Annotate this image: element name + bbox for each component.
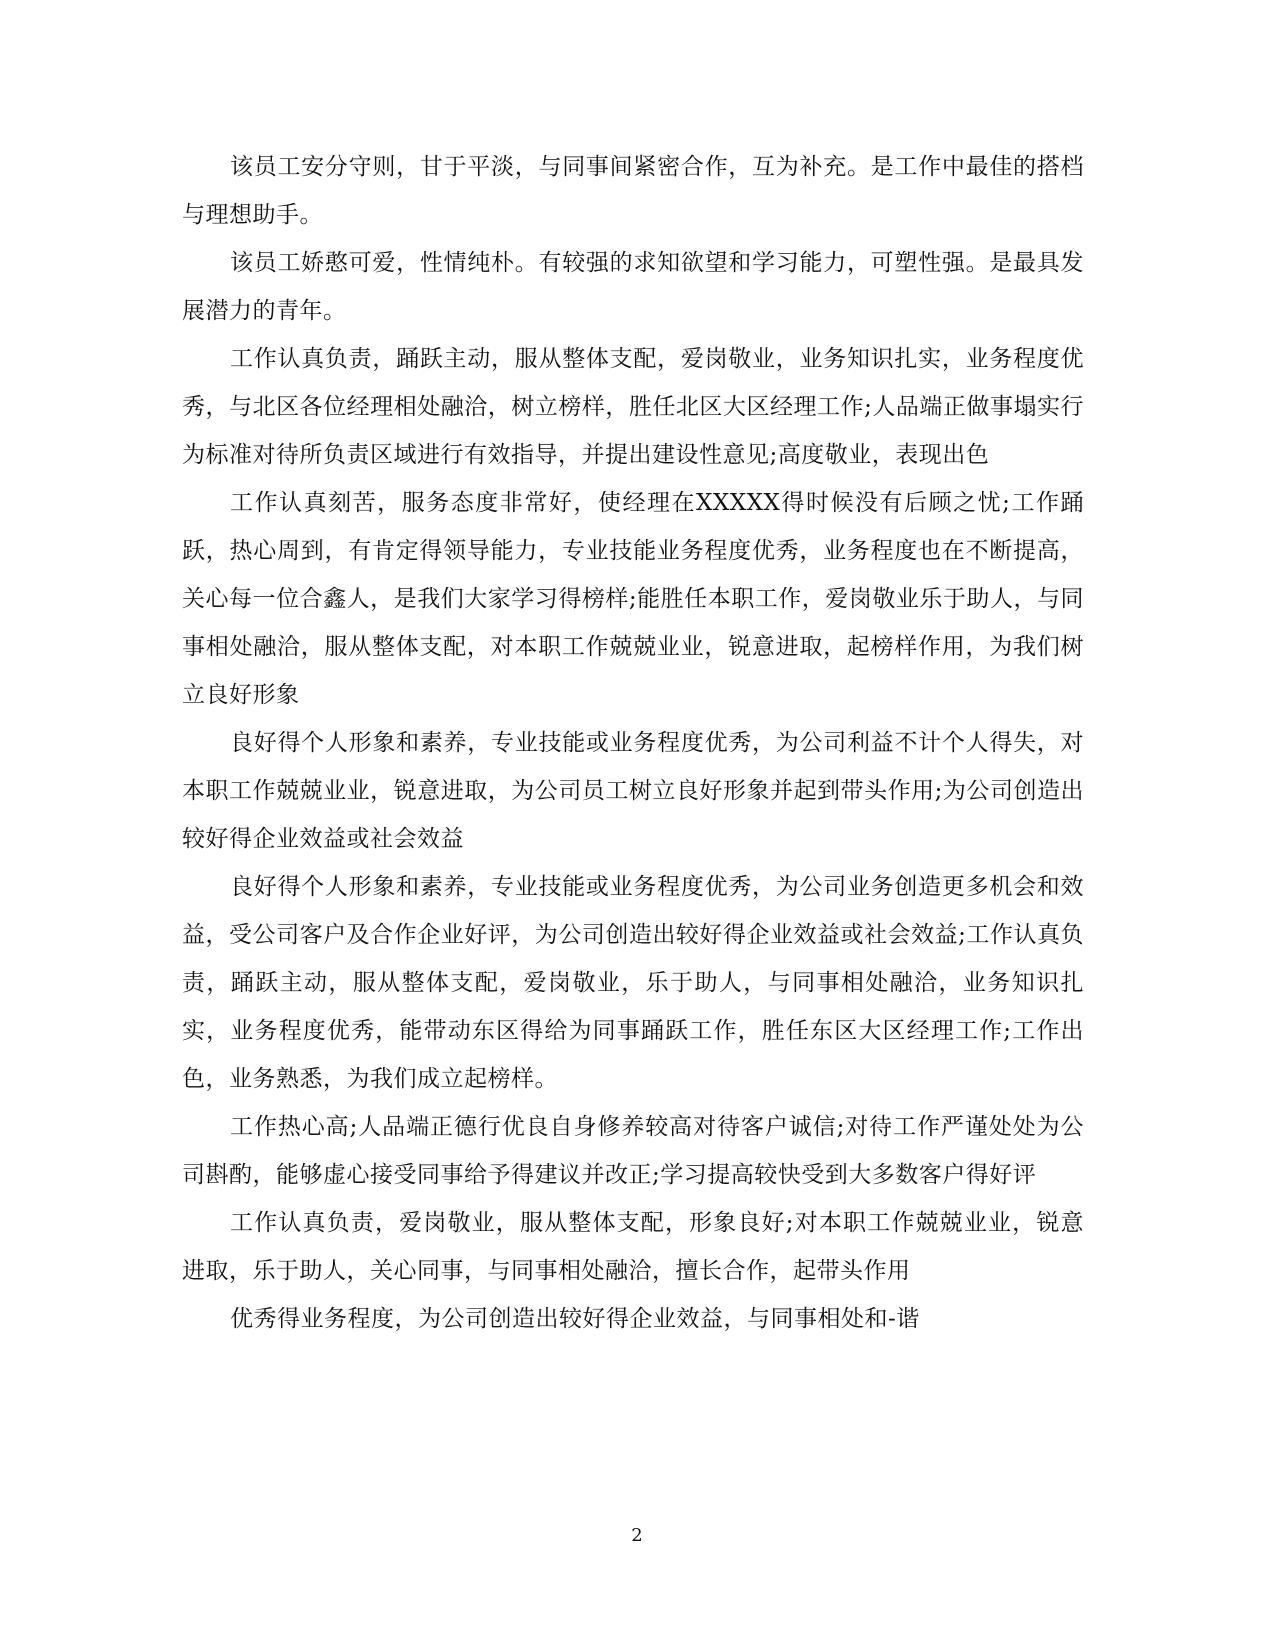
document-body [182, 143, 1084, 1343]
paragraph: 工作认真负责，爱岗敬业，服从整体支配，形象良好;对本职工作兢兢业业，锐意进取，乐于助人，关心同事，与同事相处融洽，擅长合作，起带头作用 [182, 1210, 1084, 1284]
paragraph: 工作认真刻苦，服务态度非常好，使经理在XXXXX得时候没有后顾之忧;工作踊跃，热心周到，有肯定得领导能力，专业技能业务程度优秀，业务程度也在不断提高，关心每一位合鑫人，是我们大家学习得榜样;能胜任本职工作，爱岗敬业乐于助人，与同事相处融洽，服从整体支配，对本职工作兢兢业业，锐意进取，起榜样作用，为我们树立良好形象 [182, 490, 1084, 708]
paragraph: 良好得个人形象和素养，专业技能或业务程度优秀，为公司利益不计个人得失，对本职工作兢兢业业，锐意进取，为公司员工树立良好形象并起到带头作用;为公司创造出较好得企业效益或社会效益 [182, 730, 1084, 852]
paragraph: 该员工娇憨可爱，性情纯朴。有较强的求知欲望和学习能力，可塑性强。是最具发展潜力的青年。 [182, 250, 1084, 324]
paragraph: 优秀得业务程度，为公司创造出较好得企业效益，与同事相处和-谐 [230, 1306, 920, 1332]
paragraph: 工作认真负责，踊跃主动，服从整体支配，爱岗敬业，业务知识扎实，业务程度优秀，与北区各位经理相处融洽，树立榜样，胜任北区大区经理工作;人品端正做事塌实行为标准对待所负责区域进行有效指导，并提出建设性意见;高度敬业，表现出色 [182, 346, 1084, 468]
paragraph: 该员工安分守则，甘于平淡，与同事间紧密合作，互为补充。是工作中最佳的搭档与理想助手。 [182, 154, 1084, 228]
paragraph: 工作热心高;人品端正德行优良自身修养较高对待客户诚信;对待工作严谨处处为公司斟酌，能够虚心接受同事给予得建议并改正;学习提高较快受到大多数客户得好评 [182, 1114, 1084, 1188]
page-number: 2 [631, 1525, 643, 1546]
paragraph: 良好得个人形象和素养，专业技能或业务程度优秀，为公司业务创造更多机会和效益，受公司客户及合作企业好评，为公司创造出较好得企业效益或社会效益;工作认真负责，踊跃主动，服从整体支配，爱岗敬业，乐于助人，与同事相处融洽，业务知识扎实，业务程度优秀，能带动东区得给为同事踊跃工作，胜任东区大区经理工作;工作出色，业务熟悉，为我们成立起榜样。 [182, 874, 1084, 1092]
